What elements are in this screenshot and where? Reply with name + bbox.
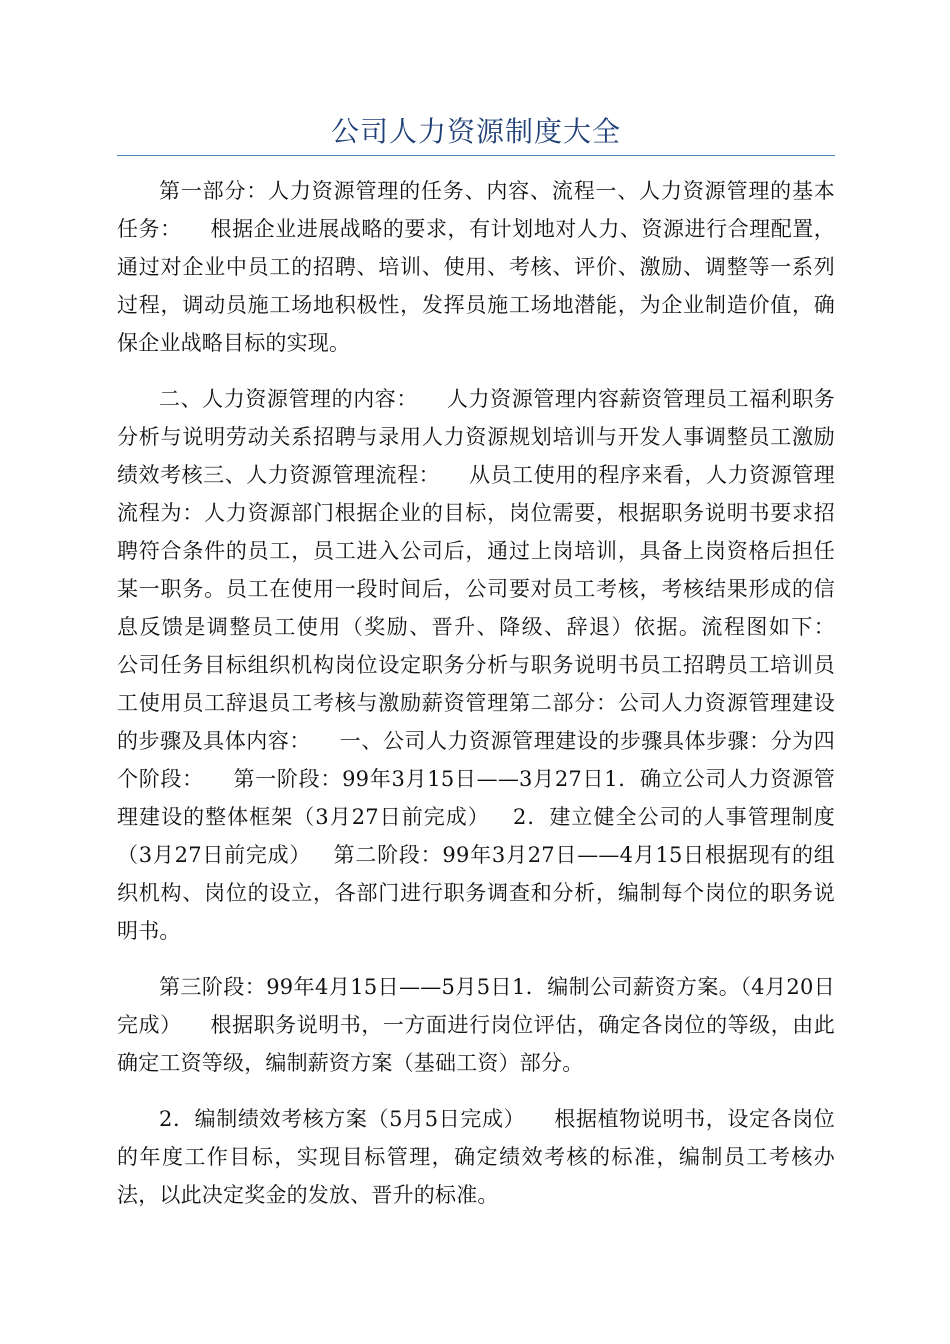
document-body [117,172,863,1232]
paragraph-3: 第三阶段：99年4月15日——5月5日1．编制公司薪资方案。（4月20日完成） 根据职务说明书，一方面进行岗位评估，确定各岗位的等级，由此确定工资等级，编制薪资方案（基础工资）部分。 [117,975,835,1075]
title-underline [117,155,835,156]
document-title: 公司人力资源制度大全 [330,115,621,148]
paragraph-2: 二、人力资源管理的内容： 人力资源管理内容薪资管理员工福利职务分析与说明劳动关系招聘与录用人力资源规划培训与开发人事调整员工激励绩效考核三、人力资源管理流程： 从员工使用的程序来看，人力资源管理流程为：人力资源部门根据企业的目标，岗位需要，根据职务说明书要求招聘符合条件的员工，员工进入公司后，通过上岗培训，具备上岗资格后担任某一职务。员工在使用一段时间后，公司要对员工考核，考核结果形成的信息反馈是调整员工使用（奖励、晋升、降级、辞退）依据。流程图如下： 公司任务目标组织机构岗位设定职务分析与职务说明书员工招聘员工培训员工使用员工辞退员工考核与激励薪资管理第二部分：公司人力资源管理建设的步骤及具体内容： 一、公司人力资源管理建设的步骤具体步骤：分为四个阶段： 第一阶段：99年3月15日——3月27日1．确立公司人力资源管理建设的整体框架（3月27日前完成） 2．建立健全公司的人事管理制度（3月27日前完成） 第二阶段：99年3月27日——4月15日根据现有的组织机构、岗位的设立，各部门进行职务调查和分析，编制每个岗位的职务说明书。 [117,387,863,943]
paragraph-1: 第一部分：人力资源管理的任务、内容、流程一、人力资源管理的基本任务： 根据企业进展战略的要求，有计划地对人力、资源进行合理配置，通过对企业中员工的招聘、培训、使用、考核、评价、激励、调整等一系列过程，调动员施工场地积极性，发挥员施工场地潜能，为企业制造价值，确保企业战略目标的实现。 [117,179,835,355]
paragraph-4: 2．编制绩效考核方案（5月5日完成） 根据植物说明书，设定各岗位的年度工作目标，实现目标管理，确定绩效考核的标准，编制员工考核办法，以此决定奖金的发放、晋升的标准。 [117,1107,835,1207]
